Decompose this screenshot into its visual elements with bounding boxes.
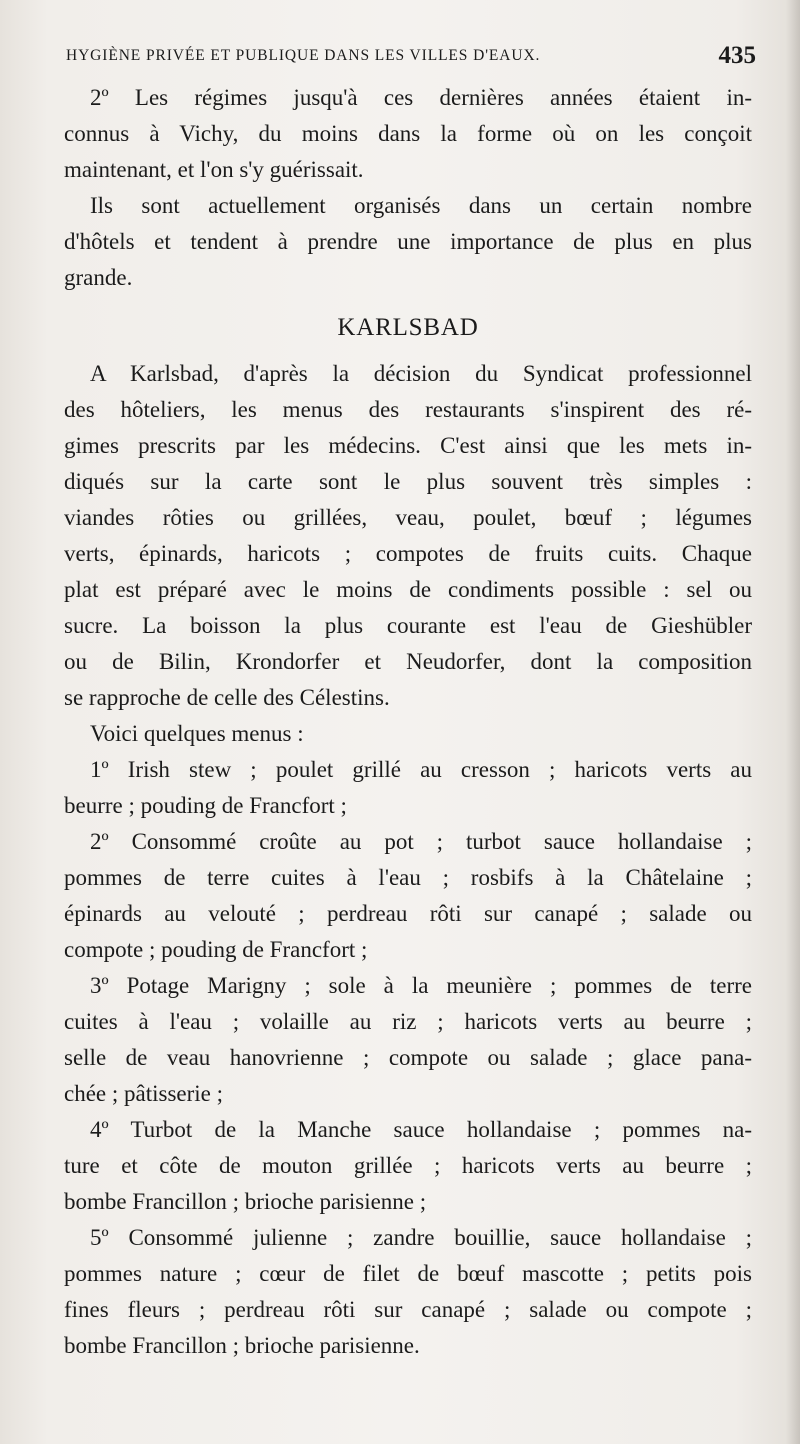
text-line: bombe Francillon ; brioche parisienne ; [64, 1189, 427, 1214]
text-line: 4º Turbot de la Manche sauce hollandaise ; pommes na- [90, 1117, 752, 1142]
text-line: verts, épinards, haricots ; compotes de fruits cuits. Chaque [64, 541, 752, 566]
page-body [64, 80, 752, 1364]
section-heading: KARLSBAD [337, 314, 479, 341]
text-line: maintenant, et l'on s'y guérissait. [64, 157, 364, 182]
text-line: 2º Les régimes jusqu'à ces dernières années étaient in- [90, 85, 752, 110]
text-line: se rapproche de celle des Célestins. [64, 685, 390, 710]
text-line: pommes nature ; cœur de filet de bœuf mascotte ; petits pois [64, 1261, 752, 1286]
text-line: 5º Consommé julienne ; zandre bouillie, sauce hollandaise ; [90, 1225, 752, 1250]
text-line: viandes rôties ou grillées, veau, poulet, bœuf ; légumes [64, 505, 752, 530]
paragraph-menus-intro [64, 716, 752, 752]
page-edge-shadow [786, 0, 800, 1444]
running-title: HYGIÈNE PRIVÉE ET PUBLIQUE DANS LES VILLES D'EAUX. [66, 47, 541, 64]
text-line: Voici quelques menus : [90, 721, 304, 746]
text-line: ture et côte de mouton grillée ; haricots verts au beurre ; [64, 1153, 752, 1178]
text-line: épinards au velouté ; perdreau rôti sur canapé ; salade ou [64, 901, 752, 926]
text-line: 1º Irish stew ; poulet grillé au cresson ; haricots verts au [90, 757, 752, 782]
text-line: cuites à l'eau ; volaille au riz ; haricots verts au beurre ; [64, 1009, 752, 1034]
text-line: chée ; pâtisserie ; [64, 1081, 224, 1106]
page-header [66, 40, 756, 72]
text-line: ou de Bilin, Krondorfer et Neudorfer, dont la composition [64, 649, 752, 674]
menu-item-4 [64, 1112, 752, 1220]
text-line: pommes de terre cuites à l'eau ; rosbifs à la Châtelaine ; [64, 865, 752, 890]
text-line: diqués sur la carte sont le plus souvent très simples : [64, 469, 752, 494]
menu-item-1 [64, 752, 752, 824]
text-line: bombe Francillon ; brioche parisienne. [64, 1333, 420, 1358]
text-line: plat est préparé avec le moins de condiments possible : sel ou [64, 577, 752, 602]
text-line: sucre. La boisson la plus courante est l'eau de Gieshübler [64, 613, 752, 638]
page-number: 435 [718, 42, 756, 69]
menu-item-3 [64, 968, 752, 1112]
text-line: fines fleurs ; perdreau rôti sur canapé ; salade ou compote ; [64, 1297, 752, 1322]
menu-item-2 [64, 824, 752, 968]
text-line: grande. [64, 265, 133, 290]
text-line: selle de veau hanovrienne ; compote ou salade ; glace pana- [64, 1045, 752, 1070]
text-line: des hôteliers, les menus des restaurants s'inspirent des ré- [64, 397, 752, 422]
text-line: compote ; pouding de Francfort ; [64, 937, 368, 962]
text-line: 2º Consommé croûte au pot ; turbot sauce hollandaise ; [90, 829, 752, 854]
text-line: beurre ; pouding de Francfort ; [64, 793, 347, 818]
text-line: connus à Vichy, du moins dans la forme où on les conçoit [64, 121, 752, 146]
menu-item-5 [64, 1220, 752, 1364]
text-line: gimes prescrits par les médecins. C'est ainsi que les mets in- [64, 433, 752, 458]
paragraph-regimes-vichy [64, 80, 752, 188]
text-line: d'hôtels et tendent à prendre une importance de plus en plus [64, 229, 752, 254]
text-line: 3º Potage Marigny ; sole à la meunière ; pommes de terre [90, 973, 752, 998]
text-line: A Karlsbad, d'après la décision du Syndicat professionnel [90, 361, 752, 386]
paragraph-karlsbad [64, 356, 752, 716]
paragraph-hotels [64, 188, 752, 296]
text-line: Ils sont actuellement organisés dans un certain nombre [90, 193, 752, 218]
